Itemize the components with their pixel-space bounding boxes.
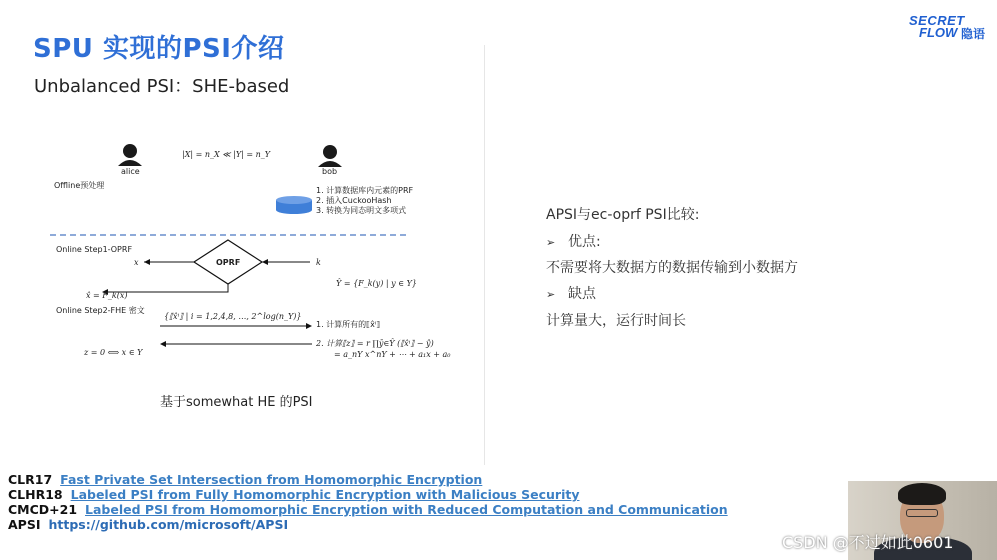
reference-key: APSI (8, 517, 41, 532)
presenter-hair (898, 483, 946, 505)
online-step1-label: Online Step1-OPRF (56, 245, 133, 254)
ciphertext-set-formula: {⟦x̂ⁱ⟧ | i = 1,2,4,8, …, 2^log(n_Y)} (164, 312, 302, 321)
cons-label: 缺点 (568, 286, 596, 302)
x-hat-formula: x̂ = F_k(x) (86, 291, 128, 300)
secretflow-logo (905, 13, 987, 41)
cons-text: 计算量大，运行时间长 (546, 313, 686, 329)
alice-person-icon (118, 144, 142, 166)
logo-text-flow: FLOW (919, 25, 958, 40)
slide-title: SPU 实现的PSI介绍 (33, 34, 285, 64)
reference-item (8, 472, 728, 487)
reference-url[interactable]: https://github.com/microsoft/APSI (48, 517, 289, 532)
offline-label: Offline预处理 (54, 181, 105, 190)
database-icon (276, 196, 312, 214)
bob-label: bob (322, 167, 338, 176)
oprf-label: OPRF (216, 258, 241, 267)
reference-item (8, 487, 728, 502)
set-size-formula: |X| = n_X ≪ |Y| = n_Y (182, 150, 271, 159)
arrowhead-bullet-icon: ➢ (546, 236, 556, 249)
bob-step-3: 3. 转换为同态明文多项式 (316, 206, 407, 215)
bob-step-1: 1. 计算数据库内元素的PRF (316, 186, 414, 195)
alice-label: alice (121, 167, 140, 176)
pros-text: 不需要将大数据方的数据传输到小数据方 (546, 260, 798, 276)
result-formula: z = 0 ⟺ x ∈ Y (84, 348, 143, 357)
arrowhead-bullet-icon: ➢ (546, 288, 556, 301)
bob-person-icon (318, 145, 342, 167)
reference-item (8, 517, 728, 532)
vertical-divider (484, 45, 485, 465)
logo-text-chinese: 隐语 (961, 27, 986, 41)
compute-step-2: 2. 计算⟦z⟧ = r ∏ȳ∈Ŷ (⟦x̂ⁱ⟧ − ŷ) (316, 339, 434, 348)
input-x-label: x (134, 258, 139, 267)
arrowhead-left-4 (160, 341, 166, 347)
pros-item (546, 231, 601, 251)
reference-link[interactable]: Fast Private Set Intersection from Homomorphic Encryption (60, 472, 483, 487)
reference-key: CLR17 (8, 472, 53, 487)
reference-link[interactable]: Labeled PSI from Fully Homomorphic Encryption with Malicious Security (70, 487, 580, 502)
arrowhead-left-1 (144, 259, 150, 265)
reference-key: CLHR18 (8, 487, 63, 502)
arrowhead-right (306, 323, 312, 329)
pros-label: 优点: (568, 234, 601, 250)
references-list (8, 472, 728, 532)
reference-link[interactable]: Labeled PSI from Homomorphic Encryption with Reduced Computation and Communication (85, 502, 728, 517)
reference-key: CMCD+21 (8, 502, 78, 517)
y-hat-formula: Ŷ = {F_k(y) | y ∈ Y} (336, 279, 417, 288)
logo-text-secret: SECRET (909, 13, 965, 28)
reference-item (8, 502, 728, 517)
online-step2-label: Online Step2-FHE 密文 (56, 306, 145, 315)
compute-step-1: 1. 计算所有的⟦x̂ⁱ⟧ (316, 320, 381, 329)
compute-step-3: = a_nY x^nY + ⋯ + a₁x + a₀ (334, 350, 451, 359)
cons-item (546, 283, 596, 303)
arrowhead-left-2 (262, 259, 268, 265)
bob-step-2: 2. 插入CuckooHash (316, 196, 392, 205)
diagram-caption: 基于somewhat HE 的PSI (160, 395, 313, 410)
slide-subtitle: Unbalanced PSI：SHE-based (34, 76, 290, 97)
csdn-watermark: CSDN @不过如此0601 (782, 533, 954, 552)
key-k-label: k (316, 258, 321, 267)
presenter-glasses (906, 509, 938, 517)
comparison-heading: APSI与ec-oprf PSI比较: (546, 207, 700, 223)
psi-protocol-diagram (40, 130, 480, 370)
